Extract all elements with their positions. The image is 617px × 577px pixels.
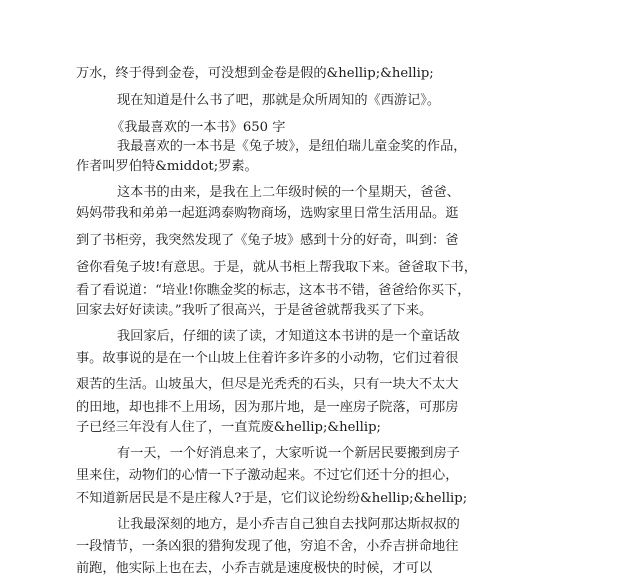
text-line: 子已经三年没有人住了，一直荒废&hellip;&hellip; xyxy=(76,420,381,435)
text-line: 万水，终于得到金卷，可没想到金卷是假的&hellip;&hellip; xyxy=(76,66,434,81)
text-line: 我回家后，仔细的读了读，才知道这本书讲的是一个童话故 xyxy=(117,329,460,344)
text-line: 回家去好好读读。”我听了很高兴，于是爸爸就帮我买了下来。 xyxy=(76,303,433,318)
text-line: 让我最深刻的地方，是小乔吉自己独自去找阿那达斯叔叔的 xyxy=(117,517,460,532)
text-line: 里来住，动物们的心情一下子激动起来。不过它们还十分的担心， xyxy=(76,468,459,483)
text-line: 事。故事说的是在一个山坡上住着许多许多的小动物，它们过着很 xyxy=(76,351,459,366)
text-line: 作者叫罗伯特&middot;罗素。 xyxy=(76,159,258,174)
text-line: 爸你看兔子坡!有意思。于是，就从书柜上帮我取下来。爸爸取下书， xyxy=(76,260,477,275)
text-line: 妈妈带我和弟弟一起逛鸿泰购物商场，选购家里日常生活用品。逛 xyxy=(76,206,459,221)
text-line: 的田地，却也排不上用场，因为那片地，是一座房子院落，可那房 xyxy=(76,400,459,415)
text-line: 这本书的由来，是我在上二年级时候的一个星期天，爸爸、 xyxy=(117,185,460,200)
text-line: 《我最喜欢的一本书》650 字 xyxy=(111,120,286,135)
text-line: 艰苦的生活。山坡虽大，但尽是光秃秃的石头，只有一块大不太大 xyxy=(76,377,459,392)
text-line: 不知道新居民是不是庄稼人?于是，它们议论纷纷&hellip;&hellip; xyxy=(76,491,468,506)
text-line: 看了看说道：“培业!你瞧金奖的标志，这本书不错，爸爸给你买下， xyxy=(76,283,471,298)
text-line: 有一天，一个好消息来了，大家听说一个新居民要搬到房子 xyxy=(117,446,460,461)
text-line: 一段情节，一条凶狠的猎狗发现了他，穷追不舍，小乔吉拼命地往 xyxy=(76,539,459,554)
text-line: 到了书柜旁，我突然发现了《兔子坡》感到十分的好奇，叫到：爸 xyxy=(76,233,459,248)
text-line: 现在知道是什么书了吧，那就是众所周知的《西游记》。 xyxy=(117,93,441,108)
text-line: 我最喜欢的一本书是《兔子坡》，是纽伯瑞儿童金奖的作品， xyxy=(117,139,467,154)
text-line: 前跑，他实际上也在去，小乔吉就是速度极快的时候，才可以 xyxy=(76,561,433,576)
